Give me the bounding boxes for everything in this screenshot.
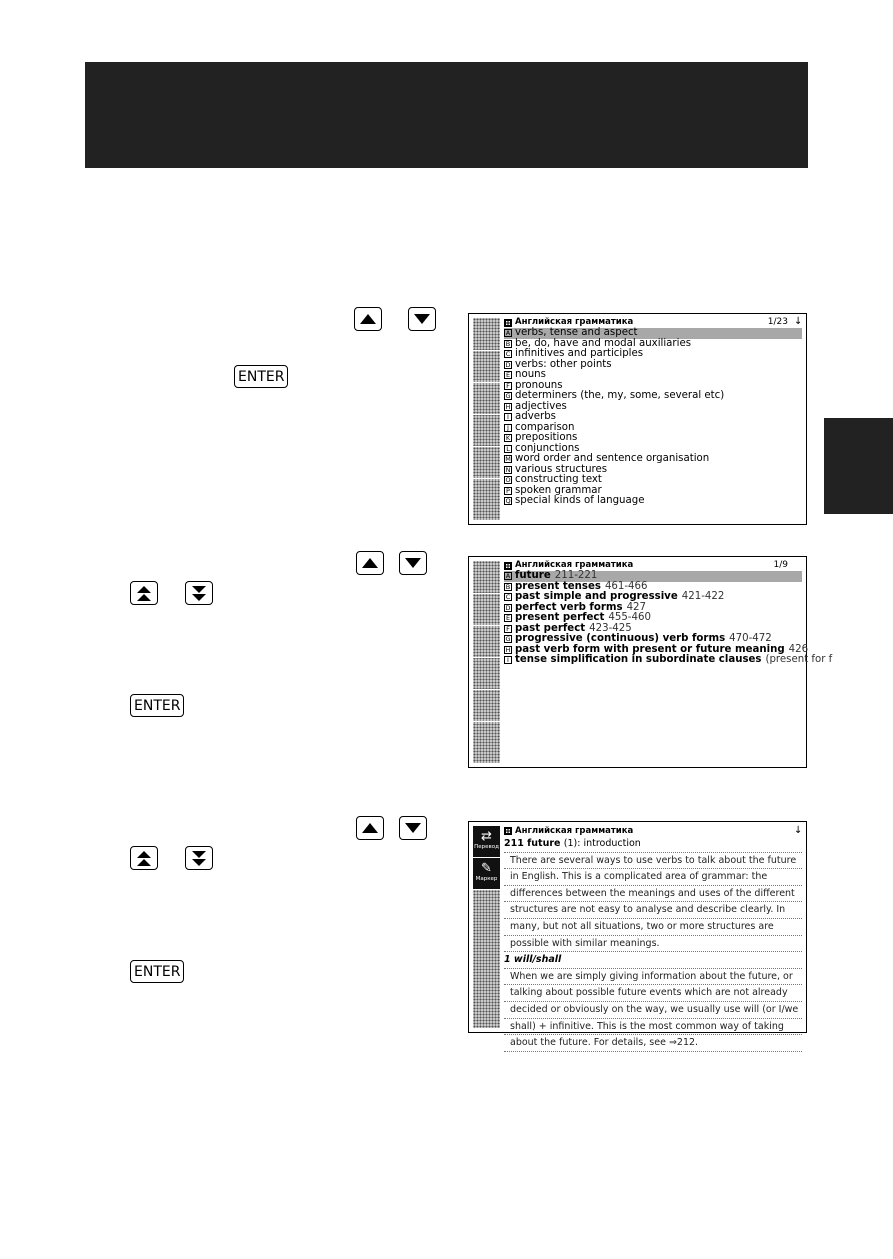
item-label: be, do, have and modal auxiliaries: [515, 337, 692, 349]
down-arrow-icon: [405, 823, 421, 833]
enter-key: ENTER: [234, 365, 288, 388]
item-letter-box: P: [504, 487, 512, 495]
item-label: past verb form with present or future meaning: [515, 643, 785, 655]
article-text-line: When we are simply giving information about the future, or: [504, 969, 802, 986]
item-range: 426: [788, 643, 809, 655]
item-letter-box: K: [505, 434, 511, 443]
menu-item[interactable]: [504, 328, 802, 339]
item-letter-box: D: [505, 360, 511, 369]
item-range: 455-460: [608, 612, 651, 623]
menu-item[interactable]: [504, 412, 802, 423]
scroll-down-icon: ↓: [794, 825, 803, 836]
down-arrow-key: [399, 816, 427, 840]
item-letter-box: O: [505, 476, 511, 485]
article-text-line: shall) + infinitive. This is the most common way of taking: [504, 1019, 802, 1036]
item-label: past perfect: [515, 622, 586, 634]
double-down-icon: [192, 851, 206, 858]
enter-key: ENTER: [130, 694, 184, 717]
screen-title: Английская грамматика 1/9: [504, 560, 802, 571]
page-indicator: 1/23: [767, 317, 788, 328]
grid-icon: [504, 827, 512, 835]
translate-button: ⇄ Перевод: [473, 826, 500, 857]
header-bar: [85, 62, 808, 168]
item-letter-box: J: [504, 424, 512, 432]
menu-item[interactable]: [504, 475, 802, 486]
up-arrow-icon: [360, 314, 376, 324]
menu-item[interactable]: [504, 454, 802, 465]
screen-title: Английская грамматика 1/23 ↓: [504, 317, 802, 328]
item-letter-box: A: [505, 329, 511, 338]
article-text-line: decided or obviously on the way, we usually use will (or I/we: [504, 1002, 802, 1019]
side-strip: [473, 890, 500, 1028]
item-range: 470-472: [729, 633, 772, 644]
item-label: progressive (continuous) verb forms: [515, 633, 726, 644]
item-label: comparison: [515, 421, 575, 433]
item-range: 211-221: [554, 570, 598, 581]
article-text-line: differences between the meanings and uses of the different: [504, 886, 802, 903]
item-letter-box: D: [505, 603, 511, 612]
page-up-key: [130, 846, 158, 870]
double-down-icon: [192, 586, 206, 593]
down-arrow-icon: [414, 314, 430, 324]
item-letter-box: I: [504, 656, 512, 664]
item-label: verbs, tense and aspect: [515, 327, 638, 338]
article-text-line: in English. This is a complicated area of grammar: the: [504, 869, 802, 886]
item-label: conjunctions: [515, 442, 580, 454]
item-letter-box: E: [505, 614, 511, 623]
page-up-key: [130, 581, 158, 605]
menu-item[interactable]: [504, 349, 802, 360]
item-range: 427: [626, 601, 647, 613]
article-heading: 211 future (1): introduction: [504, 836, 802, 853]
item-range: 423-425: [589, 622, 632, 634]
up-arrow-key: [354, 307, 382, 331]
item-label: word order and sentence organisation: [515, 453, 710, 464]
item-label: nouns: [515, 369, 546, 380]
item-letter-box: C: [505, 593, 511, 602]
down-arrow-key: [408, 307, 436, 331]
grid-icon: [504, 319, 512, 327]
article-text-line: There are several ways to use verbs to talk about the future: [504, 853, 802, 870]
item-label: present perfect: [515, 612, 605, 623]
item-label: future: [515, 570, 551, 581]
item-letter-box: M: [505, 455, 511, 464]
section-heading: 1 will/shall: [504, 952, 802, 969]
page-down-key: [185, 846, 213, 870]
screen-submenu: [468, 556, 833, 768]
side-strip: [473, 318, 500, 520]
menu-item[interactable]: [504, 360, 802, 371]
up-arrow-key: [356, 551, 384, 575]
chapter-tab: [824, 418, 893, 514]
grid-icon: [504, 562, 512, 570]
up-arrow-icon: [362, 558, 378, 568]
menu-item[interactable]: [504, 613, 802, 624]
scroll-down-icon: ↓: [794, 316, 803, 328]
item-letter-box: G: [505, 392, 511, 401]
page-indicator: 1/9: [773, 560, 788, 571]
enter-key: ENTER: [130, 960, 184, 983]
marker-icon: ✎: [481, 861, 492, 876]
screen-article: [468, 821, 807, 1049]
marker-button: ✎ Маркер: [473, 858, 500, 889]
side-strip: [473, 561, 500, 763]
item-label: spoken grammar: [515, 484, 602, 496]
item-range: (present for f: [765, 654, 833, 665]
article-text-line: possible with similar meanings.: [504, 936, 802, 953]
article-text-line: talking about possible future events which are not already: [504, 985, 802, 1002]
item-letter-box: H: [505, 645, 511, 654]
article-text-line: about the future. For details, see ⇒212.: [504, 1035, 802, 1052]
item-label: past simple and progressive: [515, 591, 678, 602]
item-letter-box: L: [504, 445, 512, 453]
item-letter-box: B: [505, 339, 511, 348]
item-letter-box: E: [505, 371, 511, 380]
menu-item[interactable]: [504, 571, 802, 582]
menu-item[interactable]: [504, 496, 802, 507]
menu-item[interactable]: [504, 433, 802, 444]
item-letter-box: B: [505, 582, 511, 591]
screen-title: Английская грамматика ↓: [504, 825, 802, 836]
item-letter-box: H: [505, 402, 511, 411]
item-letter-box: A: [505, 572, 511, 581]
item-label: pronouns: [515, 379, 563, 391]
item-letter-box: Q: [505, 497, 511, 506]
item-label: tense simplification in subordinate clauses: [515, 654, 762, 665]
up-arrow-icon: [362, 823, 378, 833]
item-label: determiners (the, my, some, several etc): [515, 390, 725, 401]
item-letter-box: G: [505, 635, 511, 644]
page-down-key: [185, 581, 213, 605]
item-label: verbs: other points: [515, 358, 612, 370]
item-label: special kinds of language: [515, 495, 645, 506]
item-label: perfect verb forms: [515, 601, 623, 613]
article-text-line: structures are not easy to analyse and describe clearly. In: [504, 902, 802, 919]
item-label: present tenses: [515, 580, 601, 592]
item-label: constructing text: [515, 474, 602, 485]
menu-item[interactable]: [504, 592, 802, 603]
item-range: 461-466: [604, 580, 648, 592]
item-label: infinitives and participles: [515, 348, 644, 359]
item-range: 421-422: [681, 591, 725, 602]
up-arrow-key: [356, 816, 384, 840]
menu-item[interactable]: [504, 654, 833, 666]
item-label: prepositions: [515, 432, 578, 443]
translate-icon: ⇄: [481, 829, 492, 844]
screen-main-menu: [468, 313, 807, 525]
item-letter-box: F: [504, 382, 512, 390]
down-arrow-icon: [405, 558, 421, 568]
item-letter-box: I: [504, 413, 512, 421]
double-up-icon: [137, 586, 151, 593]
menu-item[interactable]: [504, 634, 802, 645]
down-arrow-key: [399, 551, 427, 575]
item-letter-box: C: [505, 350, 511, 359]
item-label: various structures: [515, 463, 608, 475]
menu-item[interactable]: [504, 391, 802, 402]
menu-item[interactable]: [504, 370, 802, 381]
item-label: adjectives: [515, 400, 567, 412]
item-letter-box: F: [504, 625, 512, 633]
double-up-icon: [137, 851, 151, 858]
item-label: adverbs: [515, 411, 556, 422]
item-letter-box: N: [505, 465, 511, 474]
article-text-line: many, but not all situations, two or more structures are: [504, 919, 802, 936]
